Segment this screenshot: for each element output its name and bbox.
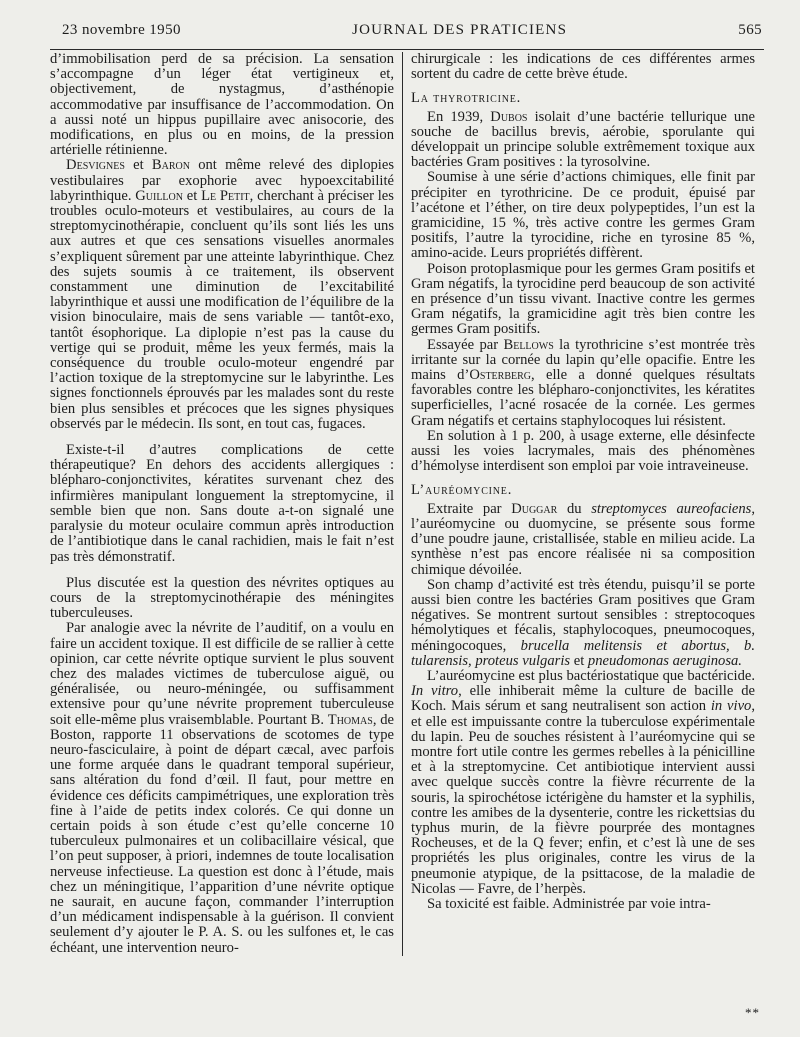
author-name: Desvignes bbox=[66, 157, 125, 174]
paragraph: Existe-t-il d’autres complications de cette thérapeutique? En dehors des accidents allergiques : blépharo-conjonctivites, kératites survenant chez des infirmières manipulant longuement la streptomycine, il semble bien que non. Sans doute a-t-on signalé une paralysie du moteur oculaire commun après introduction de l’antibiotique dans le canal rachidien, mais le fait n’est pas très démonstratif. bbox=[50, 442, 394, 565]
paragraph: Desvignes et Baron ont même relevé des diplopies vestibulaires par exophorie avec hypoexcitabilité labyrinthique. Guillon et Le Petit, cherchant à préciser les troubles oculo-moteurs et vestibulaires, au cours de la streptomycinothérapie, concluent qu’ils sont liés les uns aux autres et que ces sensations visuelles anormales s’expliquent sûrement par une atteinte labyrinthique. Chez des sujets soumis à ce traitement, ils observent constamment une diminution de l’excitabilité labyrinthique et aussi une modification de l’équilibre de la vision binoculaire, mais de sens variable — tantôt-exo, tantôt ésophorique. La diplopie n’est pas la cause du vertige qui se produit, même les yeux fermés, mais la conséquence du trouble oculo-moteur engendré par l’action toxique de la streptomycine sur le labyrinthe. Les signes fonctionnels éprouvés par les malades sont du reste bien plus sensibles et précoces que les signes physiques observés par le médecin. Ils sont, en tout cas, fugaces. bbox=[50, 157, 394, 432]
latin-term: In vitro bbox=[411, 683, 459, 700]
signature-stars: ** bbox=[745, 1005, 760, 1020]
paragraph: Extraite par Duggar du streptomyces aureofaciens, l’auréomycine ou duomycine, se présente sous forme d’une poudre jaune, cristallisée, stable en milieu acide. La synthèse n’est pas encore réalisée ni sa composition chimique dévoilée. bbox=[411, 500, 756, 578]
paragraph: d’immobilisation perd de sa précision. La sensation s’accompagne d’un léger état vertigineux et, objectivement, de nystagmus, d’asthénopie accommodative par insuffisance de l’accommodation. On a aussi noté un hippus pupillaire avec anisocorie, des modifications, en plus ou en moins, de la pression artérielle rétinienne. bbox=[50, 51, 394, 159]
left-column bbox=[50, 52, 402, 956]
author-name: Bellows bbox=[503, 336, 554, 353]
author-name: Le Petit bbox=[201, 187, 250, 204]
paragraph: Son champ d’activité est très étendu, puisqu’il se porte aussi bien contre les bactéries Gram positives que Gram négatives. Se montrent surtout sensibles : streptocoques hémolytiques et fécalis, staphylocoques, pneumocoques, méningocoques, brucella melitensis et abortus, b. tularensis, proteus vulgaris et pneudomonas aeruginosa. bbox=[411, 576, 755, 669]
paragraph: Poison protoplasmique pour les germes Gram positifs et Gram négatifs, la tyrocidine perd beaucoup de son activité en présence d’un tissu vivant. Inactive contre les germes Gram négatifs, la gramicidine agit très bien contre les germes Gram positifs. bbox=[411, 260, 755, 338]
paragraph: En 1939, Dubos isolait d’une bactérie tellurique une souche de bacillus brevis, aérobie, sporulante qui développait un principe soluble extrêmement toxique aux bactéries Gram positives : la tyrosolvine. bbox=[411, 108, 755, 171]
paragraph: En solution à 1 p. 200, à usage externe, elle désinfecte aussi les voies lacrymales, mais des phénomènes d’hémolyse interdisent son emploi par voie intraveineuse. bbox=[411, 427, 755, 475]
paragraph: Sa toxicité est faible. Administrée par voie intra- bbox=[427, 895, 711, 912]
author-name: Duggar bbox=[511, 500, 558, 517]
paragraph: Par analogie avec la névrite de l’auditif, on a voulu en faire un accident toxique. Il est difficile de se rallier à cette opinion, car cette névrite optique survient le plus souvent chez des malades victimes de tuberculose aiguë, ou généralisée, ou neuro-méningée, ou suffisamment extensive pour qu’une névrite proprement tuberculeuse soit elle-même plus vraisemblable. Pourtant B. Thomas, de Boston, rapporte 11 observations de scotomes de type neuro-fasciculaire, à point de départ cæcal, avec parfois une forme arquée dans le quadrant temporal supérieur, sans altération du fond d’œil. Il faut, pour mettre en évidence ces déficits campimétriques, une exploration très fine à l’aide de petits index colorés. Ce qui donne un certain poids à son étude c’est qu’elle concerne 10 tuberculeux pulmonaires et un colibacillaire vésical, que l’on peut supposer, à priori, indemnes de toute localisation nerveuse infectieuse. La question est donc à l’étude, mais chez un méningitique, l’apparition d’une névrite optique ne saurait, en aucune façon, commander l’interruption d’un médicament indispensable à la guérison. Il convient seulement d’y ajouter le P. A. S. ou les sulfones et, le cas échéant, une intervention neuro- bbox=[50, 620, 394, 956]
author-name: Thomas bbox=[327, 711, 373, 728]
paragraph: chirurgicale : les indications de ces différentes armes sortent du cadre de cette brève étude. bbox=[411, 51, 755, 83]
issue-date: 23 novembre 1950 bbox=[62, 22, 181, 38]
journal-title: JOURNAL DES PRATICIENS bbox=[352, 22, 568, 38]
author-name: Guillon bbox=[135, 187, 183, 204]
running-head bbox=[50, 22, 764, 39]
right-column bbox=[403, 52, 755, 956]
latin-term: in vivo bbox=[710, 698, 752, 715]
species-name: pneudomonas aeruginosa. bbox=[587, 652, 742, 669]
species-name: streptomyces aureofaciens bbox=[591, 500, 752, 517]
species-name: brucella melitensis et abortus, b. tularensis, proteus vulgaris bbox=[411, 637, 755, 669]
paragraph: L’auréomycine est plus bactériostatique que bactéricide. In vitro, elle inhiberait même la culture de bacille de Koch. Mais sérum et sang neutralisent son action in vivo, et elle est impuissante contre la tuberculose expérimentale du lapin. Peu de souches résistent à l’auréomycine qui se montre fort utile contre les germes rebelles à la pénicilline et à la streptomycine. Cet antibiotique intervient aussi avec quelque succès contre la fièvre récurrente de la souris, la spirochétose ictérigène du hamster et la syphilis, contre les amibes de la dysenterie, contre les rickettsias du typhus murin, de la fièvre pourprée des montagnes Rocheuses, et de la Q fever; enfin, et c’est là une de ses propriétés les plus originales, contre les virus de la pneumonie atypique, de la psittacose, de la maladie de Nicolas — Favre, de l’herpès. bbox=[411, 667, 755, 897]
paragraph: Soumise à une série d’actions chimiques, elle finit par précipiter en tyrothricine. De ce produit, épuisé par l’acétone et l’éther, on tire deux polypeptides, l’un est la gramicidine, 15 %, très active contre les germes Gram positifs, l’autre la tyrocidine, riche en tyrosine 85 %, amino-acide. Leurs propriétés diffèrent. bbox=[411, 169, 755, 262]
author-name: Dubos bbox=[490, 108, 528, 125]
paragraph: Essayée par Bellows la tyrothricine s’est montrée très irritante sur la cornée du lapin qu’elle opacifie. Entre les mains d’Osterberg, elle a donné quelques résultats favorables contre les blépharo-conjonctivites, les kératites superficielles, l’acné rosacée de la cornée. Les germes Gram négatifs et certains staphylocoques lui résistent. bbox=[411, 336, 755, 429]
article-columns bbox=[50, 52, 764, 956]
section-heading: La thyrotricine. bbox=[411, 90, 522, 107]
author-name: Osterberg bbox=[469, 367, 532, 384]
author-name: Baron bbox=[151, 157, 190, 174]
page-number: 565 bbox=[738, 22, 762, 38]
section-heading: L’auréomycine. bbox=[411, 482, 513, 499]
paragraph: Plus discutée est la question des névrites optiques au cours de la streptomycinothérapie des méningites tuberculeuses. bbox=[50, 574, 394, 622]
header-rule bbox=[50, 49, 764, 50]
